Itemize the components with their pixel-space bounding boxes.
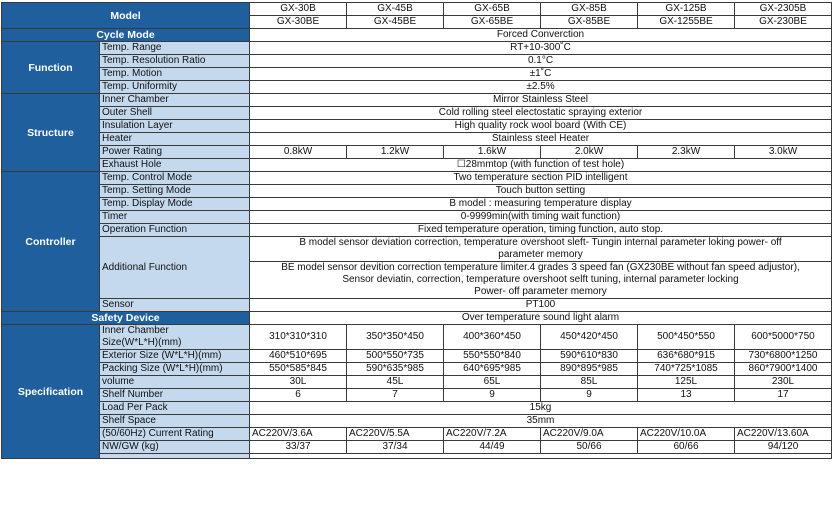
exterior-size-4: 590*610*830 (541, 350, 638, 363)
inner-size-5: 500*450*550 (638, 325, 735, 350)
insulation-label: Insulation Layer (100, 120, 250, 133)
temp-control-mode-value: Two temperature section PID intelligent (250, 172, 832, 185)
shelf-number-5: 13 (638, 389, 735, 402)
volume-label: volume (100, 376, 250, 389)
additional-function-line-3: BE model sensor devition correction temperature limiter.4 grades 3 speed fan (GX230BE without fan speed adjustor), (250, 262, 832, 275)
shelf-space-label: Shelf Space (100, 415, 250, 428)
current-rating-3: AC220V/7.2A (444, 428, 541, 441)
current-rating-6: AC220V/13.60A (735, 428, 832, 441)
inner-size-label-1: Inner Chamber (100, 325, 250, 338)
safety-device-label: Safety Device (2, 312, 250, 325)
model-top-1: GX-30B (250, 3, 347, 16)
model-top-5: GX-125B (638, 3, 735, 16)
operation-function-label: Operation Function (100, 224, 250, 237)
load-per-pack-label: Load Per Pack (100, 402, 250, 415)
heater-label: Heater (100, 133, 250, 146)
load-per-pack-value: 15kg (250, 402, 832, 415)
additional-function-line-2: parameter memory (250, 249, 832, 262)
volume-6: 230L (735, 376, 832, 389)
additional-function-line-5: Power- off parameter memory (250, 286, 832, 299)
volume-2: 45L (347, 376, 444, 389)
temp-uniformity-value: ±2.5% (250, 81, 832, 94)
exterior-size-label: Exterior Size (W*L*H)(mm) (100, 350, 250, 363)
temp-motion-label: Temp. Motion (100, 68, 250, 81)
outer-shell-value: Cold rolling steel electostatic spraying exterior (250, 107, 832, 120)
timer-label: Timer (100, 211, 250, 224)
temp-setting-mode-label: Temp. Setting Mode (100, 185, 250, 198)
spec-table (1, 2, 832, 459)
insulation-value: High quality rock wool board (With CE) (250, 120, 832, 133)
nw-gw-1: 33/37 (250, 441, 347, 454)
temp-resolution-label: Temp. Resolution Ratio (100, 55, 250, 68)
power-rating-3: 1.6kW (444, 146, 541, 159)
shelf-space-value: 35mm (250, 415, 832, 428)
model-top-3: GX-65B (444, 3, 541, 16)
inner-chamber-label: Inner Chamber (100, 94, 250, 107)
exhaust-hole-value: ☐28mmtop (with function of test hole) (250, 159, 832, 172)
nw-gw-5: 60/66 (638, 441, 735, 454)
model-bottom-3: GX-65BE (444, 16, 541, 29)
exterior-size-3: 550*550*840 (444, 350, 541, 363)
cycle-mode-label: Cycle Mode (2, 29, 250, 42)
temp-display-mode-value: B model : measuring temperature display (250, 198, 832, 211)
model-top-2: GX-45B (347, 3, 444, 16)
specification-group: Specification (2, 325, 100, 459)
temp-control-mode-label: Temp. Control Mode (100, 172, 250, 185)
packing-size-5: 740*725*1085 (638, 363, 735, 376)
spacer-value (250, 454, 832, 459)
inner-size-3: 400*360*450 (444, 325, 541, 350)
safety-device-value: Over temperature sound light alarm (250, 312, 832, 325)
inner-size-4: 450*420*450 (541, 325, 638, 350)
nw-gw-2: 37/34 (347, 441, 444, 454)
model-bottom-4: GX-85BE (541, 16, 638, 29)
power-rating-6: 3.0kW (735, 146, 832, 159)
volume-3: 65L (444, 376, 541, 389)
timer-value: 0-9999min(with timing wait function) (250, 211, 832, 224)
exterior-size-5: 636*680*915 (638, 350, 735, 363)
shelf-number-label: Shelf Number (100, 389, 250, 402)
operation-function-value: Fixed temperature operation, timing function, auto stop. (250, 224, 832, 237)
sensor-value: PT100 (250, 299, 832, 312)
controller-group: Controller (2, 172, 100, 312)
model-bottom-5: GX-1255BE (638, 16, 735, 29)
model-header: Model (2, 3, 250, 29)
inner-size-1: 310*310*310 (250, 325, 347, 350)
model-bottom-6: GX-230BE (735, 16, 832, 29)
shelf-number-4: 9 (541, 389, 638, 402)
current-rating-2: AC220V/5.5A (347, 428, 444, 441)
nw-gw-6: 94/120 (735, 441, 832, 454)
nw-gw-4: 50/66 (541, 441, 638, 454)
power-rating-label: Power Rating (100, 146, 250, 159)
inner-chamber-value: Mirror Stainless Steel (250, 94, 832, 107)
nw-gw-label: NW/GW (kg) (100, 441, 250, 454)
packing-size-6: 860*7900*1400 (735, 363, 832, 376)
heater-value: Stainless steel Heater (250, 133, 832, 146)
current-rating-5: AC220V/10.0A (638, 428, 735, 441)
power-rating-1: 0.8kW (250, 146, 347, 159)
temp-uniformity-label: Temp. Uniformity (100, 81, 250, 94)
packing-size-1: 550*585*845 (250, 363, 347, 376)
nw-gw-3: 44/49 (444, 441, 541, 454)
exterior-size-2: 500*550*735 (347, 350, 444, 363)
inner-size-2: 350*350*450 (347, 325, 444, 350)
additional-function-line-1: B model sensor deviation correction, temperature overshoot sleft- Tungin internal parameter loking power- off (250, 237, 832, 250)
current-rating-4: AC220V/9.0A (541, 428, 638, 441)
current-rating-1: AC220V/3.6A (250, 428, 347, 441)
structure-group: Structure (2, 94, 100, 172)
exhaust-hole-label: Exhaust Hole (100, 159, 250, 172)
volume-1: 30L (250, 376, 347, 389)
power-rating-2: 1.2kW (347, 146, 444, 159)
packing-size-label: Packing Size (W*L*H)(mm) (100, 363, 250, 376)
sensor-label: Sensor (100, 299, 250, 312)
packing-size-4: 890*895*985 (541, 363, 638, 376)
temp-range-value: RT+10-300˚C (250, 42, 832, 55)
temp-display-mode-label: Temp. Display Mode (100, 198, 250, 211)
temp-motion-value: ±1˚C (250, 68, 832, 81)
spacer-label (100, 454, 250, 459)
shelf-number-3: 9 (444, 389, 541, 402)
temp-setting-mode-value: Touch button setting (250, 185, 832, 198)
volume-4: 85L (541, 376, 638, 389)
model-bottom-2: GX-45BE (347, 16, 444, 29)
power-rating-4: 2.0kW (541, 146, 638, 159)
temp-range-label: Temp. Range (100, 42, 250, 55)
additional-function-line-4: Sensor deviatin, correction, temperature overshoot selft tuning, internal parameter locking (250, 274, 832, 286)
function-group: Function (2, 42, 100, 94)
inner-size-6: 600*5000*750 (735, 325, 832, 350)
shelf-number-1: 6 (250, 389, 347, 402)
packing-size-3: 640*695*985 (444, 363, 541, 376)
power-rating-5: 2.3kW (638, 146, 735, 159)
current-rating-label: (50/60Hz) Current Rating (100, 428, 250, 441)
exterior-size-6: 730*6800*1250 (735, 350, 832, 363)
volume-5: 125L (638, 376, 735, 389)
exterior-size-1: 460*510*695 (250, 350, 347, 363)
model-bottom-1: GX-30BE (250, 16, 347, 29)
cycle-mode-value: Forced Converction (250, 29, 832, 42)
shelf-number-6: 17 (735, 389, 832, 402)
packing-size-2: 590*635*985 (347, 363, 444, 376)
outer-shell-label: Outer Shell (100, 107, 250, 120)
temp-resolution-value: 0.1°C (250, 55, 832, 68)
model-top-4: GX-85B (541, 3, 638, 16)
additional-function-label: Additional Function (100, 237, 250, 299)
model-top-6: GX-2305B (735, 3, 832, 16)
inner-size-label-2: Size(W*L*H)(mm) (100, 337, 250, 350)
shelf-number-2: 7 (347, 389, 444, 402)
